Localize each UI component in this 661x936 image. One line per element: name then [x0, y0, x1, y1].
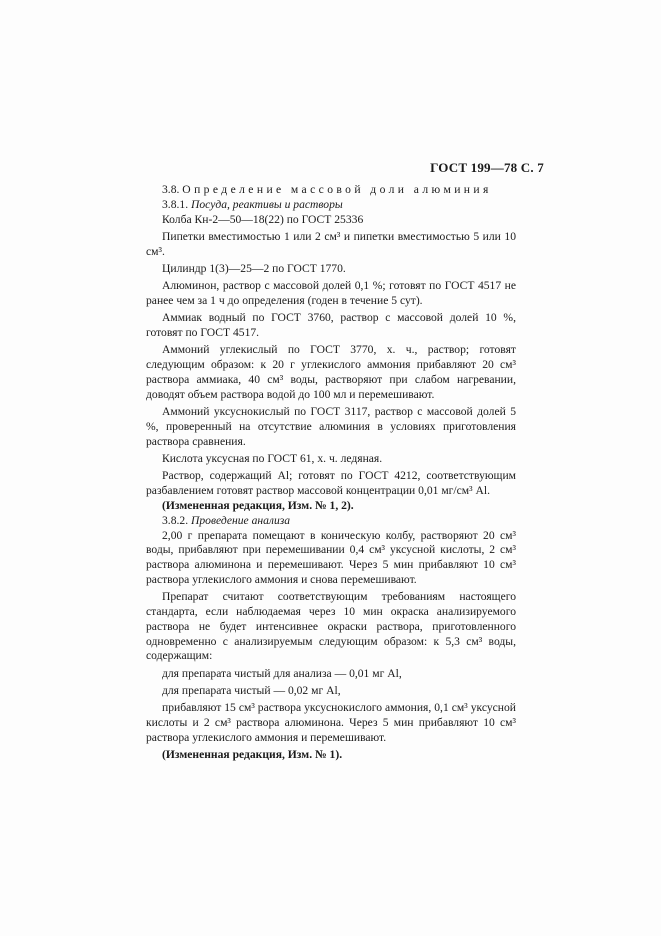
subsection-heading-3-8-2 [146, 514, 516, 529]
paragraph-addition: прибавляют 15 см³ раствора уксуснокислого аммония, 0,1 см³ уксусной кислоты и 2 см³ раствора алюминона. Через 5 мин прибавляют 10 см³ раствора углекислого аммония и перемешивают. [146, 701, 516, 744]
document-body [146, 183, 516, 763]
section-number: 3.8. [162, 183, 183, 196]
paragraph-procedure: 2,00 г препарата помещают в коническую колбу, растворяют 20 см³ воды, прибавляют при перемешивании 0,4 см³ уксусной кислоты, 2 см³ раствора алюминона и перемешивают. Через 5 мин прибавляют 10 см³ раствора углекислого аммония и снова перемешивают. [146, 528, 516, 586]
paragraph-pipettes: Пипетки вместимостью 1 или 2 см³ и пипетки вместимостью 5 или 10 см³. [146, 229, 516, 258]
paragraph-grade-pure: для препарата чистый — 0,02 мг Al, [162, 684, 341, 697]
section-title: Определение массовой доли алюминия [182, 183, 492, 196]
paragraph-al-solution: Раствор, содержащий Al; готовят по ГОСТ 4212, соответствующим разбавлением готовят раствор массовой концентрации 0,01 мг/см³ Al. [146, 469, 516, 498]
edition-note: (Измененная редакция, Изм. № 1). [162, 748, 343, 762]
edition-note: (Измененная редакция, Изм. № 1, 2). [162, 498, 354, 512]
paragraph-ammonia: Аммиак водный по ГОСТ 3760, раствор с массовой долей 10 %, готовят по ГОСТ 4517. [146, 311, 516, 340]
paragraph-evaluation: Препарат считают соответствующим требованиям настоящего стандарта, если наблюдаемая через 10 мин окраска анализируемого раствора не будет интенсивнее окраски раствора, приготовленного одновременно с анализируемым следующим образом: к 5,3 см³ воды, содержащим: [146, 590, 516, 663]
subsection-heading-3-8-1 [146, 198, 516, 213]
paragraph-grade-pure-for-analysis: для препарата чистый для анализа — 0,01 мг Al, [162, 666, 402, 680]
section-heading-3-8 [146, 183, 516, 198]
subsection-title: Проведение анализа [190, 513, 291, 527]
running-head: ГОСТ 199—78 С. 7 [430, 160, 544, 175]
paragraph-ammonium-carbonate: Аммоний углекислый по ГОСТ 3770, х. ч., раствор; готовят следующим образом: к 20 г углекислого аммония прибавляют 20 см³ раствора аммиака, 40 см³ воды, растворяют при слабом нагревании, доводят объем раствора водой до 100 мл и перемешивают. [146, 343, 516, 401]
subsection-number: 3.8.1. [162, 197, 191, 211]
subsection-title: Посуда, реактивы и растворы [190, 197, 343, 211]
paragraph-acetic-acid: Кислота уксусная по ГОСТ 61, х. ч. ледяная. [162, 452, 383, 466]
paragraph-cylinder: Цилиндр 1(3)—25—2 по ГОСТ 1770. [162, 261, 346, 275]
paragraph-flask: Колба Кн-2—50—18(22) по ГОСТ 25336 [162, 212, 364, 226]
paragraph-aluminon: Алюминон, раствор с массовой долей 0,1 %; готовят по ГОСТ 4517 не ранее чем за 1 ч до определения (годен в течение 5 сут). [146, 279, 516, 308]
paragraph-ammonium-acetate: Аммоний уксуснокислый по ГОСТ 3117, раствор с массовой долей 5 %, проверенный на отсутствие алюминия в условиях приготовления раствора сравнения. [146, 405, 516, 448]
subsection-number: 3.8.2. [162, 513, 191, 527]
